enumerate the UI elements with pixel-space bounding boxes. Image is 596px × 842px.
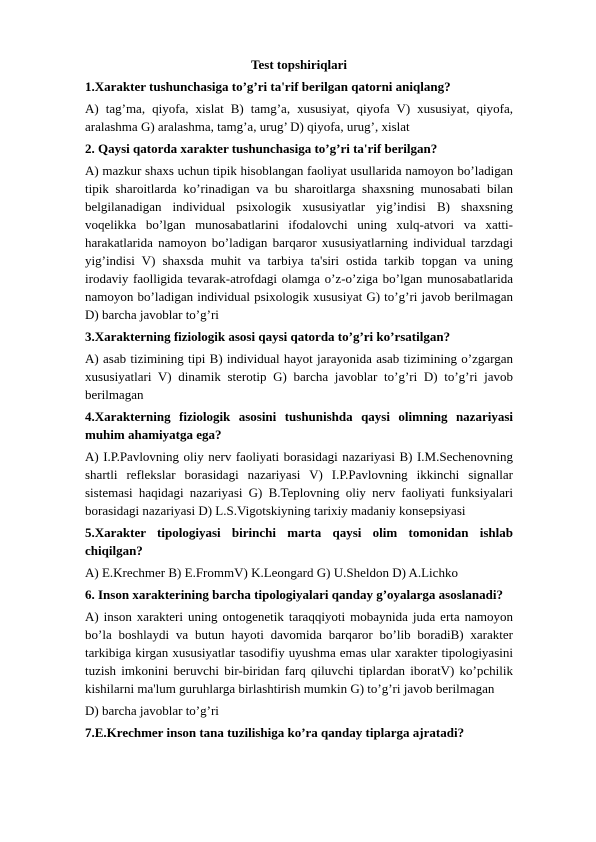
answer-options-3: A) asab tizimining tipi B) individual hayot jarayonida asab tizimining o’zgargan xususiyatlari V) dinamik sterotip G) barcha javoblar to’g’ri D) to’g’ri javob berilmagan — [85, 351, 513, 402]
answer-options-6-extra: D) barcha javoblar to’g’ri — [85, 703, 219, 718]
answer-options-5: A) E.Krechmer B) E.FrommV) K.Leongard G) U.Sheldon D) A.Lichko — [85, 565, 458, 580]
question-5: 5.Xarakter tipologiyasi birinchi marta qaysi olim tomonidan ishlab chiqilgan? — [85, 525, 513, 558]
question-4: 4.Xarakterning fiziologik asosini tushunishda qaysi olimning nazariyasi muhim ahamiyatga ega? — [85, 409, 513, 442]
document-page — [85, 56, 513, 742]
answer-options-4: A) I.P.Pavlovning oliy nerv faoliyati borasidagi nazariyasi B) I.M.Sechenovning shartli reflekslar borasidagi nazariyasi V) I.P.Pavlovning ikkinchi signallar sistemasi haqidagi nazariyasi G) B.Teplovning oliy nerv faoliyati funksiyalari borasidagi nazariyasi D) L.S.Vigotskiyning tarixiy madaniy konsepsiyasi — [85, 449, 513, 518]
answer-options-1: A) tag’ma, qiyofa, xislat B) tamg’a, xususiyat, qiyofa V) xususiyat, qiyofa, aralashma G) aralashma, tamg’a, urug’ D) qiyofa, urug’, xislat — [85, 101, 513, 134]
question-6: 6. Inson xarakterining barcha tipologiyalari qanday g’oyalarga asoslanadi? — [85, 587, 503, 602]
page-title: Test topshiriqlari — [251, 57, 347, 72]
question-2: 2. Qaysi qatorda xarakter tushunchasiga to’g’ri ta'rif berilgan? — [85, 141, 438, 156]
question-3: 3.Xarakterning fiziologik asosi qaysi qatorda to’g’ri ko’rsatilgan? — [85, 329, 451, 344]
question-7: 7.E.Krechmer inson tana tuzilishiga ko’ra qanday tiplarga ajratadi? — [85, 725, 465, 740]
question-1: 1.Xarakter tushunchasiga to’g’ri ta'rif berilgan qatorni aniqlang? — [85, 79, 451, 94]
answer-options-6: A) inson xarakteri uning ontogenetik taraqqiyoti mobaynida juda erta namoyon bo’la boshlaydi va butun hayoti davomida barqaror bo’lib boradiB) xarakter tarkibiga kirgan xususiyatlar tasodifiy uyushma emas ular xarakter tipologiyasini tuzish imkonini beruvchi bir-biridan farq qiluvchi tiplardan iboratV) ko’pchilik kishilarni ma'lum guruhlarga birlashtirish mumkin G) to’g’ri javob berilmagan — [85, 609, 513, 696]
answer-options-2: A) mazkur shaxs uchun tipik hisoblangan faoliyat usullarida namoyon bo’ladigan tipik sharoitlarda ko’rinadigan va bu sharoitlarga shaxsning munosabati bilan belgilanadigan individual psixologik xususiyatlar yig’indisi B) shaxsning voqelikka bo’lgan munosabatlarini ifodalovchi uning xulq-atvori va xatti-harakatlarida namoyon bo’ladigan barqaror xususiyatlarning individual tarzdagi yig’indisi V) shaxsda muhit va tarbiya ta'siri ostida tarkib topgan va uning irodaviy faolligida tevarak-atrofdagi olamga o’z-o’ziga bo’lgan munosabatlarida namoyon bo’ladigan individual psixologik xususiyat G) to’g’ri javob berilmagan D) barcha javoblar to’g’ri — [85, 163, 513, 322]
